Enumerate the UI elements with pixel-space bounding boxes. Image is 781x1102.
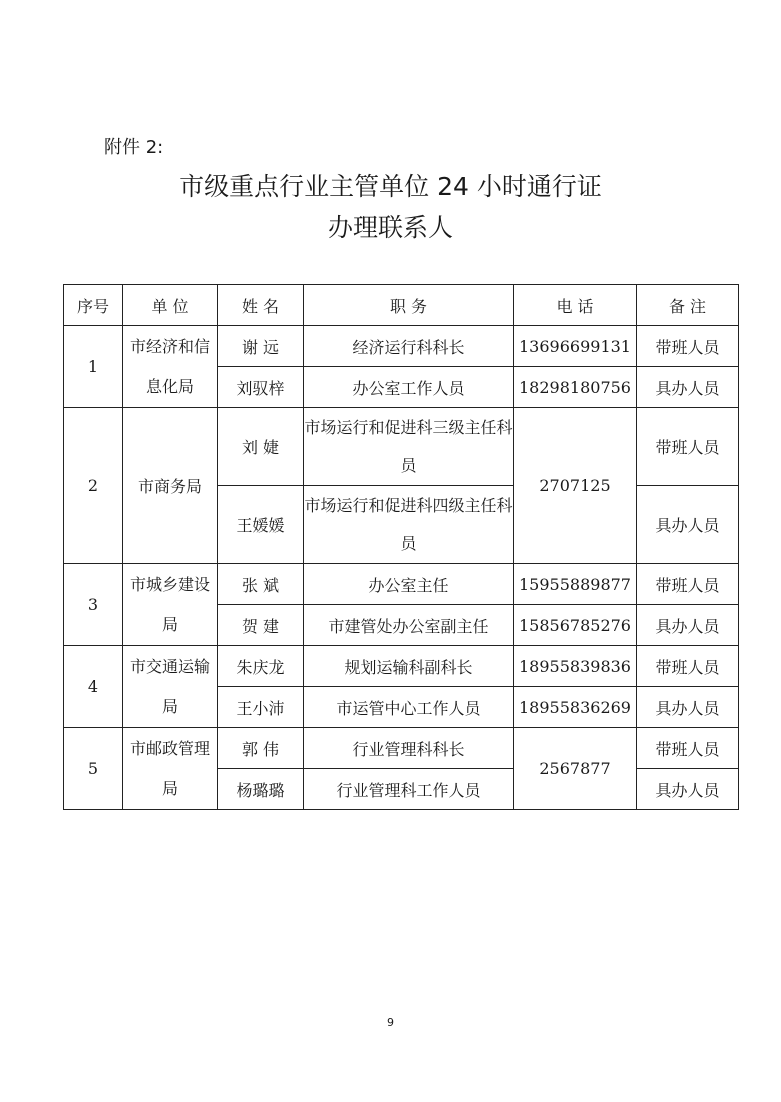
table-row bbox=[64, 646, 739, 687]
row-phone: 2567877 bbox=[514, 728, 637, 810]
row-phone: 18298180756 bbox=[514, 367, 637, 408]
document-subtitle: 办理联系人 bbox=[327, 213, 453, 242]
row-duty: 行业管理科工作人员 bbox=[304, 769, 514, 810]
row-index: 3 bbox=[64, 564, 123, 646]
header-unit: 单 位 bbox=[123, 285, 218, 326]
row-note: 具办人员 bbox=[637, 769, 739, 810]
row-name: 刘驭梓 bbox=[218, 367, 304, 408]
row-index: 5 bbox=[64, 728, 123, 810]
row-duty: 市建管处办公室副主任 bbox=[304, 605, 514, 646]
row-note: 带班人员 bbox=[637, 326, 739, 367]
row-duty: 行业管理科科长 bbox=[304, 728, 514, 769]
row-phone: 18955839836 bbox=[514, 646, 637, 687]
row-name: 郭 伟 bbox=[218, 728, 304, 769]
row-duty: 经济运行科科长 bbox=[304, 326, 514, 367]
row-phone: 18955836269 bbox=[514, 687, 637, 728]
row-name: 朱庆龙 bbox=[218, 646, 304, 687]
row-note: 具办人员 bbox=[637, 367, 739, 408]
row-unit: 市邮政管理局 bbox=[123, 728, 218, 810]
row-note: 具办人员 bbox=[637, 605, 739, 646]
row-index: 4 bbox=[64, 646, 123, 728]
row-duty: 市运管中心工作人员 bbox=[304, 687, 514, 728]
table-row bbox=[64, 326, 739, 367]
table-header-row bbox=[64, 285, 739, 326]
row-phone: 13696699131 bbox=[514, 326, 637, 367]
contacts-table bbox=[63, 284, 739, 810]
row-name: 张 斌 bbox=[218, 564, 304, 605]
row-duty: 规划运输科副科长 bbox=[304, 646, 514, 687]
table-row bbox=[64, 408, 739, 486]
document-title: 市级重点行业主管单位 24 小时通行证 bbox=[179, 172, 602, 201]
row-phone: 15955889877 bbox=[514, 564, 637, 605]
row-name: 谢 远 bbox=[218, 326, 304, 367]
row-duty: 市场运行和促进科三级主任科员 bbox=[304, 408, 514, 486]
header-duty: 职 务 bbox=[304, 285, 514, 326]
table-row bbox=[64, 728, 739, 769]
row-unit: 市商务局 bbox=[123, 408, 218, 564]
header-phone: 电 话 bbox=[514, 285, 637, 326]
row-note: 带班人员 bbox=[637, 564, 739, 605]
row-phone: 2707125 bbox=[514, 408, 637, 564]
row-duty: 办公室工作人员 bbox=[304, 367, 514, 408]
row-note: 具办人员 bbox=[637, 486, 739, 564]
page-number: 9 bbox=[387, 1016, 394, 1029]
table-row bbox=[64, 564, 739, 605]
row-name: 杨璐璐 bbox=[218, 769, 304, 810]
row-note: 带班人员 bbox=[637, 408, 739, 486]
row-note: 带班人员 bbox=[637, 646, 739, 687]
row-duty: 市场运行和促进科四级主任科员 bbox=[304, 486, 514, 564]
row-duty: 办公室主任 bbox=[304, 564, 514, 605]
attachment-label: 附件 2: bbox=[104, 137, 164, 158]
row-unit: 市经济和信息化局 bbox=[123, 326, 218, 408]
row-name: 王小沛 bbox=[218, 687, 304, 728]
row-unit: 市城乡建设局 bbox=[123, 564, 218, 646]
row-name: 王媛媛 bbox=[218, 486, 304, 564]
row-name: 刘 婕 bbox=[218, 408, 304, 486]
row-index: 1 bbox=[64, 326, 123, 408]
header-note: 备 注 bbox=[637, 285, 739, 326]
row-name: 贺 建 bbox=[218, 605, 304, 646]
header-name: 姓 名 bbox=[218, 285, 304, 326]
row-index: 2 bbox=[64, 408, 123, 564]
row-note: 具办人员 bbox=[637, 687, 739, 728]
row-unit: 市交通运输局 bbox=[123, 646, 218, 728]
row-note: 带班人员 bbox=[637, 728, 739, 769]
row-phone: 15856785276 bbox=[514, 605, 637, 646]
header-index: 序号 bbox=[64, 285, 123, 326]
